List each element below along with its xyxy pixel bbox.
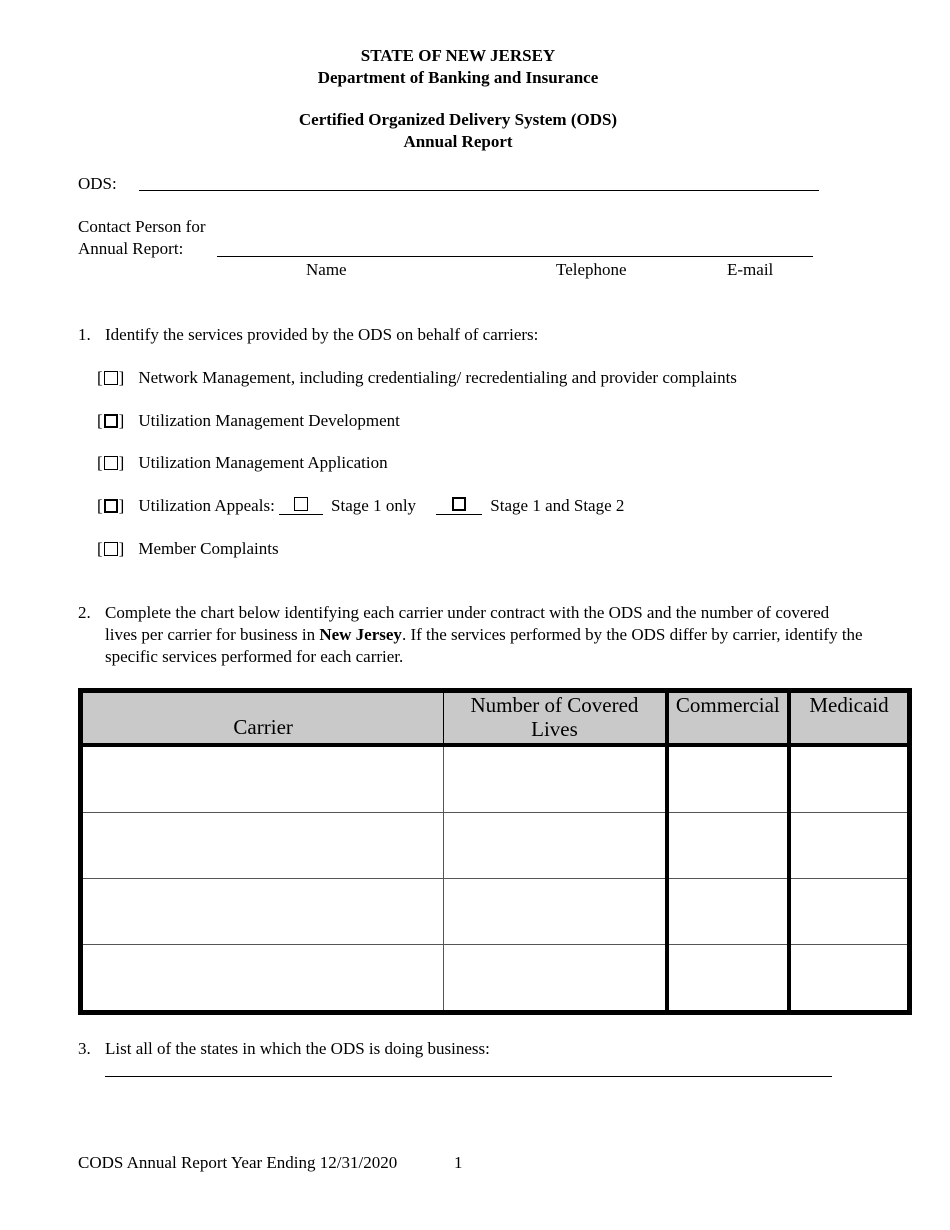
- cell-medicaid[interactable]: [789, 878, 909, 944]
- q3-text: List all of the states in which the ODS is doing business:: [105, 1039, 490, 1058]
- service-network-management[interactable]: [ ] Network Management, including credentialing/ recredentialing and provider complaints: [97, 368, 737, 387]
- service-label: Member Complaints: [138, 539, 279, 558]
- states-input-line[interactable]: [105, 1060, 832, 1077]
- table-row: [81, 944, 910, 1012]
- table-row: [81, 813, 910, 879]
- service-member-complaints[interactable]: [ ] Member Complaints: [97, 539, 279, 558]
- cell-commercial[interactable]: [667, 944, 789, 1012]
- header-covered-lives: Number of Covered Lives: [444, 691, 667, 746]
- service-label: Network Management, including credentialing/ recredentialing and provider complaints: [138, 368, 737, 387]
- table-row: [81, 745, 910, 813]
- q2-bold-state: New Jersey: [319, 625, 402, 644]
- contact-label-line1: Contact Person for: [78, 217, 206, 236]
- q2-text: Complete the chart below identifying each carrier under contract with the ODS and the number of covered lives per carrier for business in New Jersey. If the services performed by the ODS differ by carrier, identify the specific services performed for each carrier.: [105, 603, 863, 666]
- contact-sub-telephone: Telephone: [556, 260, 627, 279]
- table-row: [81, 878, 910, 944]
- ods-input-line[interactable]: [139, 172, 819, 191]
- contact-label-line2: Annual Report:: [78, 239, 184, 258]
- department-heading: Department of Banking and Insurance: [317, 68, 599, 87]
- cell-carrier[interactable]: [81, 745, 444, 813]
- appeal-option-stage1[interactable]: [279, 495, 416, 517]
- cell-covered-lives[interactable]: [444, 878, 667, 944]
- service-label: Utilization Management Application: [138, 453, 388, 472]
- header-carrier: Carrier: [81, 691, 444, 746]
- q2-number: 2.: [78, 603, 91, 622]
- service-utilization-appeals[interactable]: [ ] Utilization Appeals: Stage 1 only Stage 1 and Stage 2: [97, 496, 625, 515]
- contact-sub-email: E-mail: [727, 260, 774, 279]
- report-subtitle: Annual Report: [403, 132, 513, 151]
- appeal-option-label: Stage 1 and Stage 2: [490, 496, 625, 515]
- header-medicaid: Medicaid: [789, 691, 909, 746]
- cell-carrier[interactable]: [81, 813, 444, 879]
- cell-commercial[interactable]: [667, 878, 789, 944]
- service-um-development[interactable]: [ ] Utilization Management Development: [97, 411, 400, 430]
- checkbox-um-application[interactable]: [104, 456, 118, 470]
- checkbox-utilization-appeals[interactable]: [104, 499, 118, 513]
- contact-sub-name: Name: [306, 260, 347, 279]
- cell-carrier[interactable]: [81, 944, 444, 1012]
- contact-input-line[interactable]: [217, 238, 813, 257]
- cell-covered-lives[interactable]: [444, 745, 667, 813]
- checkbox-stage1-and-stage2[interactable]: [452, 497, 466, 511]
- checkbox-stage1-only[interactable]: [294, 497, 308, 511]
- cell-medicaid[interactable]: [789, 745, 909, 813]
- checkbox-um-development[interactable]: [104, 414, 118, 428]
- page-number: 1: [454, 1153, 463, 1172]
- cell-covered-lives[interactable]: [444, 944, 667, 1012]
- carrier-table: [78, 688, 912, 1015]
- q1-text: Identify the services provided by the ODS on behalf of carriers:: [105, 325, 539, 344]
- cell-commercial[interactable]: [667, 813, 789, 879]
- q1-number: 1.: [78, 325, 91, 344]
- q3-number: 3.: [78, 1039, 91, 1058]
- cell-medicaid[interactable]: [789, 813, 909, 879]
- cell-covered-lives[interactable]: [444, 813, 667, 879]
- report-title: Certified Organized Delivery System (ODS): [298, 110, 618, 129]
- cell-commercial[interactable]: [667, 745, 789, 813]
- cell-carrier[interactable]: [81, 878, 444, 944]
- checkbox-member-complaints[interactable]: [104, 542, 118, 556]
- cell-medicaid[interactable]: [789, 944, 909, 1012]
- service-um-application[interactable]: [ ] Utilization Management Application: [97, 453, 388, 472]
- footer-text: CODS Annual Report Year Ending 12/31/2020: [78, 1153, 398, 1172]
- service-label: Utilization Management Development: [138, 411, 400, 430]
- checkbox-network-management[interactable]: [104, 371, 118, 385]
- appeal-option-stage1-and-2[interactable]: [436, 495, 624, 517]
- state-heading: STATE OF NEW JERSEY: [360, 46, 556, 65]
- ods-label: ODS:: [78, 174, 117, 193]
- appeal-option-label: Stage 1 only: [331, 496, 417, 515]
- header-commercial: Commercial: [667, 691, 789, 746]
- service-label: Utilization Appeals:: [138, 496, 275, 515]
